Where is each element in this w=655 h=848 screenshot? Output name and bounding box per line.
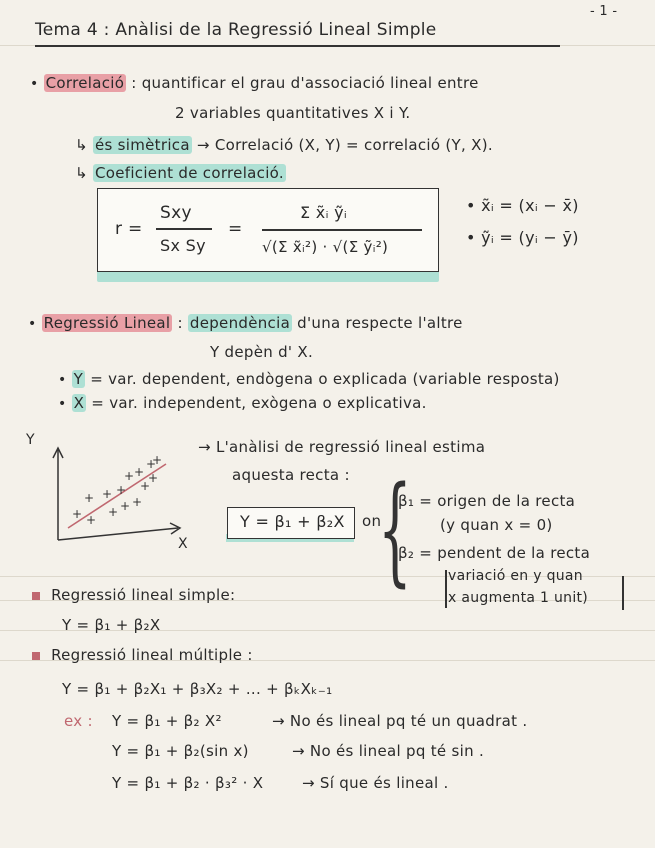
scatter-point: + bbox=[124, 469, 135, 483]
example-3: Y = β₁ + β₂ · β₃² · X bbox=[112, 774, 264, 792]
page-title: Tema 4 : Anàlisi de la Regressió Lineal Simple bbox=[35, 20, 437, 40]
scatter-point: + bbox=[132, 495, 143, 509]
formula-eq: = bbox=[228, 219, 243, 239]
scatter-point: + bbox=[146, 457, 157, 471]
scatter-point: + bbox=[148, 471, 159, 485]
regressio-text: d'una respecte l'altre bbox=[297, 314, 463, 332]
scatter-point: + bbox=[102, 487, 113, 501]
graph-x-label: X bbox=[178, 536, 188, 552]
arrow-icon: ↳ bbox=[75, 164, 88, 182]
square-bullet-icon bbox=[32, 592, 40, 600]
symmetric-text: → Correlació (X, Y) = correlació (Y, X). bbox=[196, 136, 493, 154]
correlacio-text: : quantificar el grau d'associació lineal entre bbox=[131, 74, 479, 92]
paren-right bbox=[622, 576, 624, 610]
formula-num1: Sxy bbox=[160, 203, 192, 223]
regressio-term: Regressió Lineal bbox=[43, 314, 171, 332]
scatter-point: + bbox=[134, 465, 145, 479]
coefficient-term: Coeficient de correlació. bbox=[94, 164, 284, 182]
scatter-point: + bbox=[108, 505, 119, 519]
x-variable-line: • X = var. independent, exògena o explicativa. bbox=[58, 394, 427, 412]
fraction-line bbox=[262, 229, 422, 231]
regression-equation: Y = β₁ + β₂X bbox=[240, 512, 345, 531]
arrow-icon: → bbox=[198, 438, 211, 456]
correlacio-line: • Correlació : quantificar el grau d'associació lineal entre bbox=[30, 74, 479, 92]
beta2-def3: x augmenta 1 unit) bbox=[448, 590, 589, 606]
multiple-line bbox=[32, 646, 253, 664]
formula-den2: √(Σ x̃ᵢ²) · √(Σ ỹᵢ²) bbox=[262, 238, 389, 256]
scatter-point: + bbox=[86, 513, 97, 527]
multiple-equation: Y = β₁ + β₂X₁ + β₃X₂ + ... + βₖXₖ₋₁ bbox=[62, 680, 333, 698]
regression-sketch bbox=[28, 432, 198, 552]
example-3-note: → Sí que és lineal . bbox=[302, 774, 449, 792]
arrow-icon: ↳ bbox=[75, 136, 88, 154]
multiple-term: Regressió lineal múltiple : bbox=[51, 646, 253, 664]
symmetric-term: és simètrica bbox=[94, 136, 190, 154]
fraction-line bbox=[156, 228, 212, 230]
graph-y-label: Y bbox=[26, 432, 35, 448]
scatter-point: + bbox=[116, 483, 127, 497]
y-text: = var. dependent, endògena o explicada (variable resposta) bbox=[90, 370, 560, 388]
analisi-text: L'anàlisi de regressió lineal estima bbox=[215, 438, 486, 456]
beta2-def2: variació en y quan bbox=[448, 568, 583, 584]
paren-left bbox=[445, 570, 447, 608]
scatter-point: + bbox=[120, 499, 131, 513]
regressio-text2: Y depèn d' X. bbox=[210, 343, 314, 361]
correlacio-term: Correlació bbox=[45, 74, 125, 92]
scatter-point: + bbox=[152, 453, 163, 467]
x-axis bbox=[58, 528, 178, 540]
square-bullet-icon bbox=[32, 652, 40, 660]
x-tilde-def: • x̃ᵢ = (xᵢ − x̄) bbox=[466, 196, 579, 215]
scatter-point: + bbox=[72, 507, 83, 521]
beta2-def: β₂ = pendent de la recta bbox=[398, 544, 591, 562]
analisi-text2: aquesta recta : bbox=[232, 466, 350, 484]
simple-term: Regressió lineal simple: bbox=[51, 586, 236, 604]
page-number: - 1 - bbox=[590, 4, 618, 19]
x-text: = var. independent, exògena o explicativa. bbox=[91, 394, 427, 412]
y-label: Y bbox=[73, 370, 84, 388]
analisi-line bbox=[198, 438, 485, 456]
formula-den1: Sx Sy bbox=[160, 236, 206, 255]
example-1-note: → No és lineal pq té un quadrat . bbox=[272, 712, 528, 730]
dependencia-term: dependència bbox=[189, 314, 291, 332]
simple-equation: Y = β₁ + β₂X bbox=[62, 616, 161, 634]
y-variable-line: • Y = var. dependent, endògena o explicada (variable resposta) bbox=[58, 370, 560, 388]
x-label: X bbox=[73, 394, 85, 412]
example-2-note: → No és lineal pq té sin . bbox=[292, 742, 485, 760]
scatter-point: + bbox=[84, 491, 95, 505]
on-word: on bbox=[362, 512, 382, 530]
correlacio-text2: 2 variables quantitatives X i Y. bbox=[175, 104, 411, 122]
regressio-line: • Regressió Lineal : dependència d'una respecte l'altre bbox=[28, 314, 463, 332]
simple-line bbox=[32, 586, 235, 604]
beta1-def: β₁ = origen de la recta bbox=[398, 492, 576, 510]
y-tilde-def: • ỹᵢ = (yᵢ − ȳ) bbox=[466, 228, 579, 247]
symmetric-line bbox=[75, 136, 493, 154]
example-1: Y = β₁ + β₂ X² bbox=[112, 712, 222, 730]
example-label: ex : bbox=[64, 712, 93, 730]
scatter-point: + bbox=[140, 479, 151, 493]
formula-r: r = bbox=[115, 219, 143, 239]
title-underline bbox=[35, 45, 560, 47]
brace-icon: { bbox=[378, 460, 412, 598]
beta1-def2: (y quan x = 0) bbox=[440, 516, 553, 534]
example-2: Y = β₁ + β₂(sin x) bbox=[112, 742, 249, 760]
formula-num2: Σ x̃ᵢ ỹᵢ bbox=[300, 203, 348, 222]
coefficient-line bbox=[75, 164, 286, 182]
